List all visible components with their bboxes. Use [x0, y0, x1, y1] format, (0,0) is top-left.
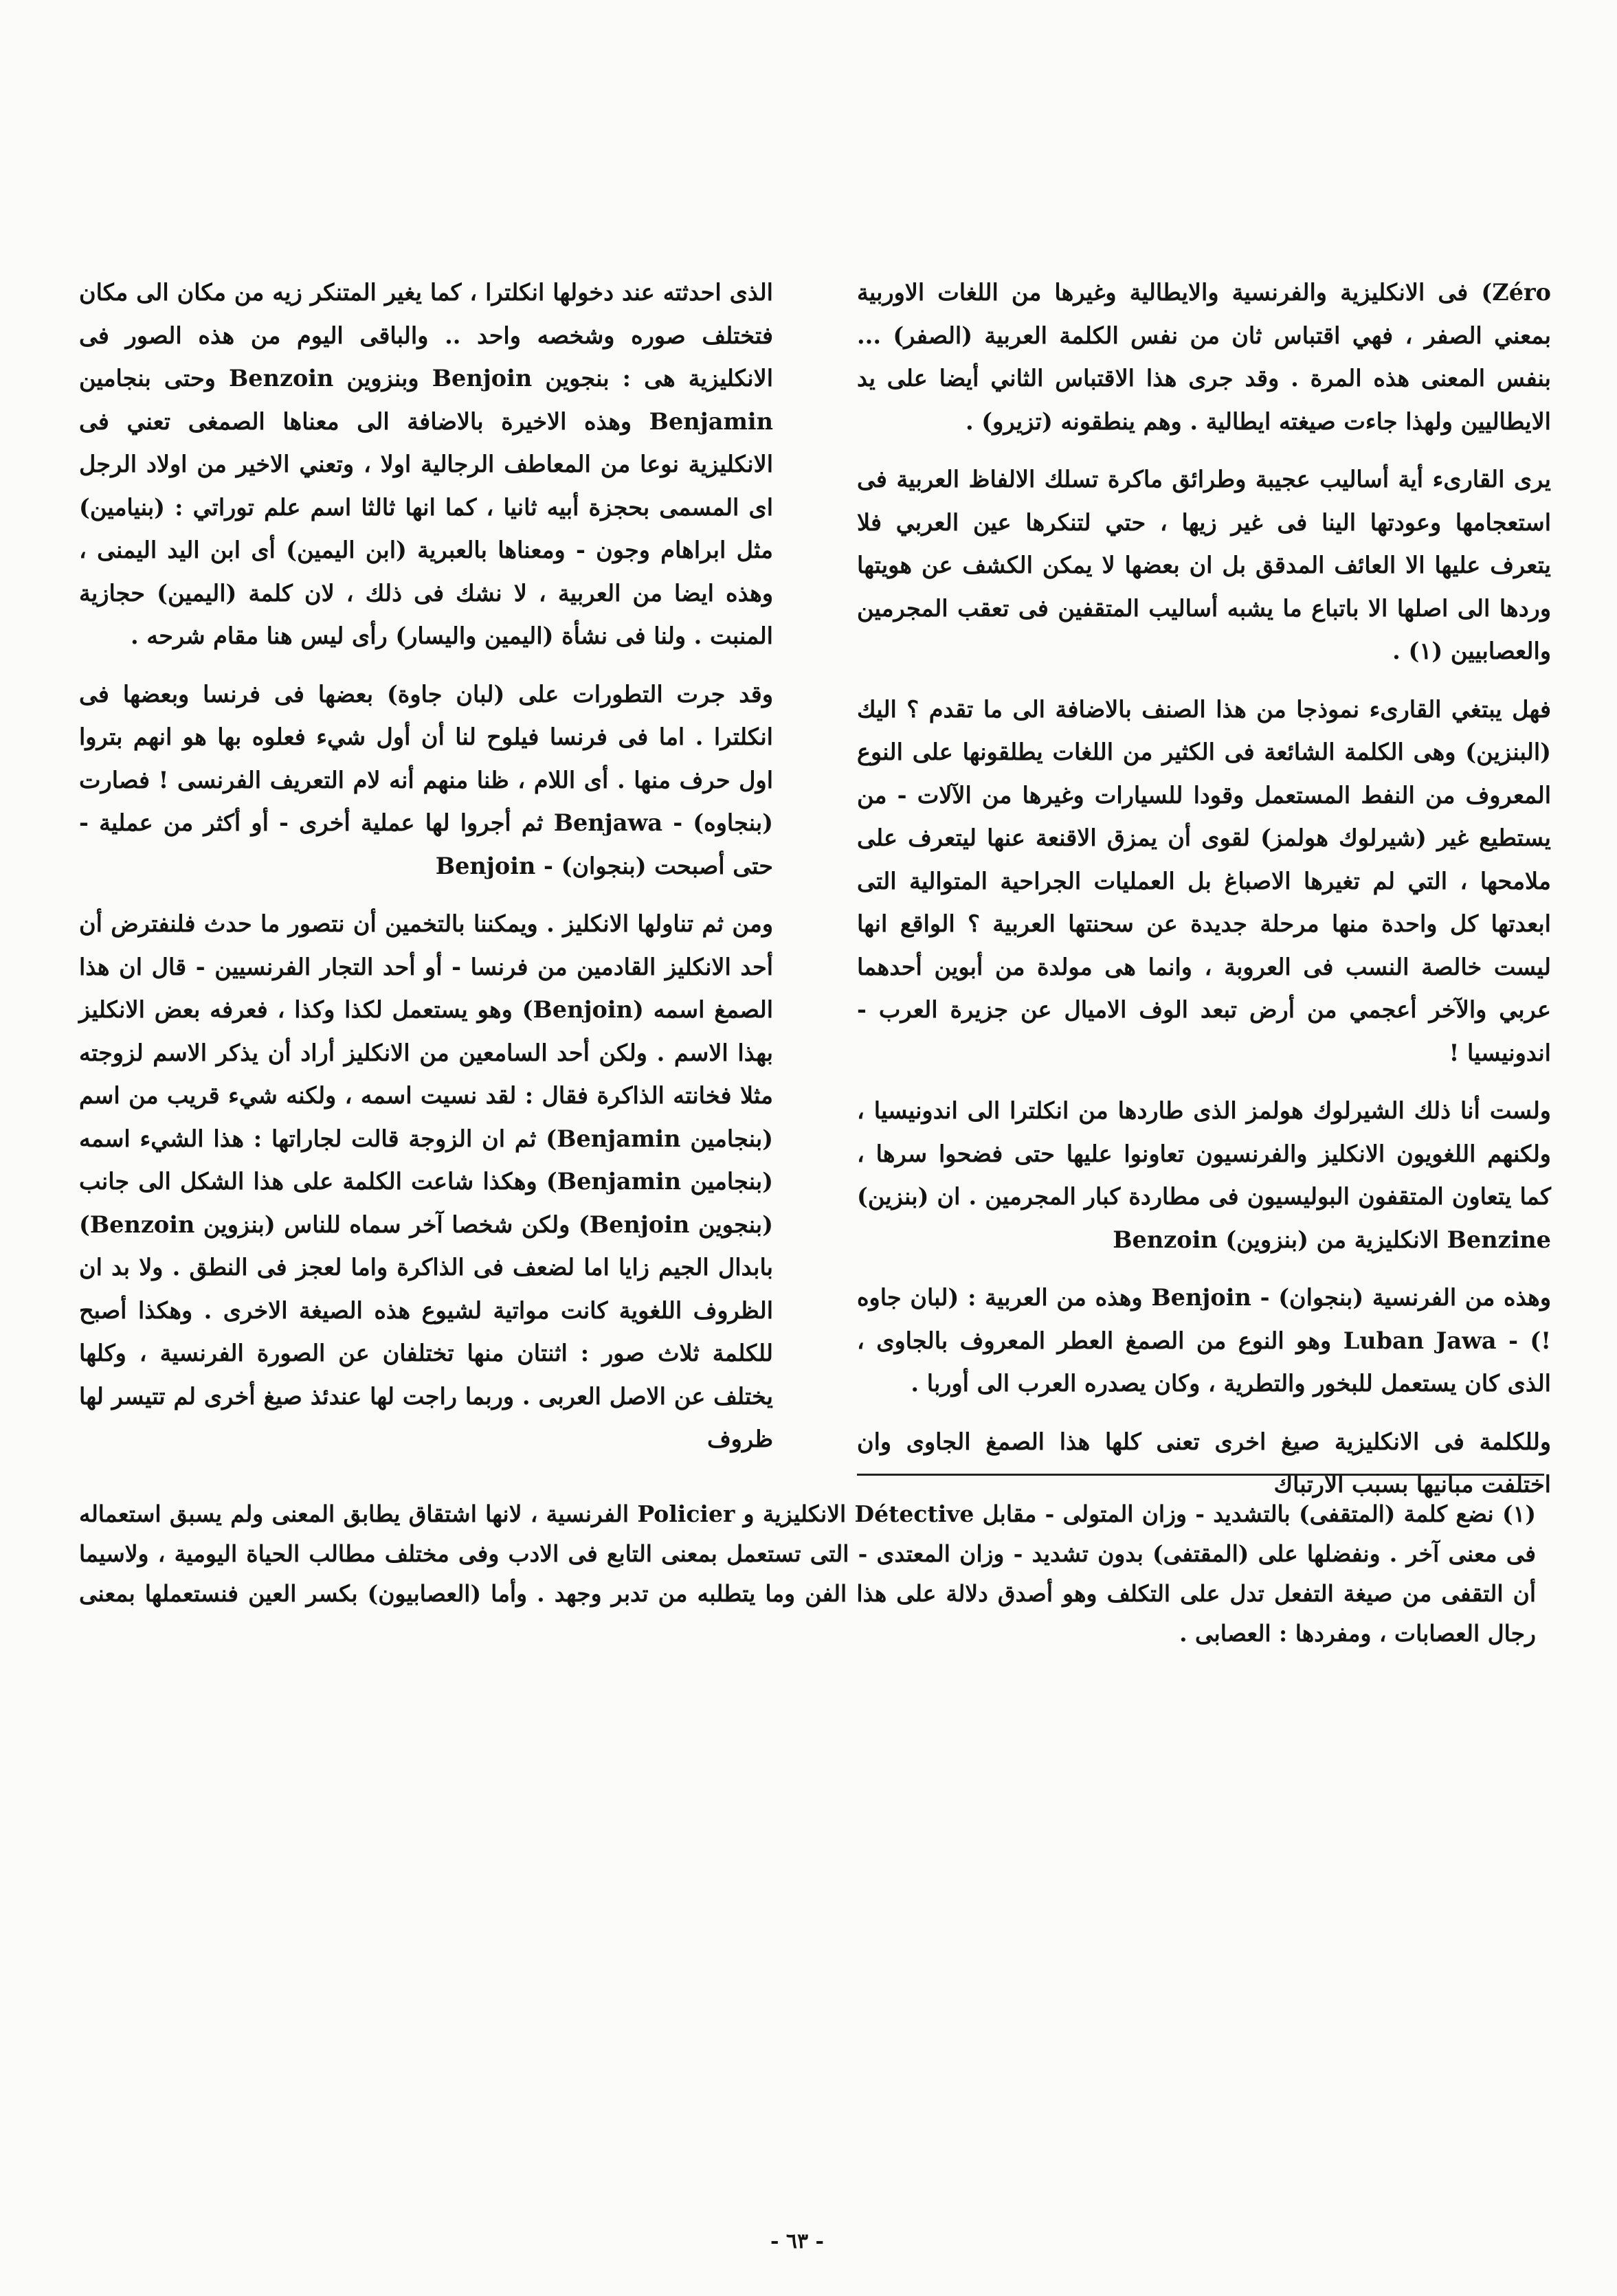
page-number: - ٦٣ - — [770, 2229, 825, 2253]
right-column — [857, 271, 1551, 1522]
footnote — [79, 1494, 1536, 1654]
footnote-divider — [857, 1474, 1544, 1476]
paragraph: يرى القارىء أية أساليب عجيبة وطرائق ماكرة تسلك الالفاظ العربية فى استعجامها وعودتها الينا فى غير زيها ، حتي لتنكرها عين العربي فلا يتعرف عليها الا العائف المدقق بل ان بعضها لا يمكن الكشف عن هويتها وردها الى اصلها الا باتباع ما يشبه أساليب المتقفين فى تعقب المجرمين والعصابيين (١) . — [857, 466, 1551, 664]
paragraph: وللكلمة فى الانكليزية صيغ اخرى تعنى كلها هذا الصمغ الجاوى وان اختلفت مبانيها بسبب الارتباك — [857, 1428, 1551, 1498]
left-column — [79, 271, 773, 1476]
paragraph: الذى احدثته عند دخولها انكلترا ، كما يغير المتنكر زيه من مكان الى مكان فتختلف صوره وشخصه واحد .. والباقى اليوم من هذه الصور فى الانكليزية هى : بنجوين Benjoin وبنزوين Benzoin وحتى بنجامين Benjamin وهذه الاخيرة بالاضافة الى معناها الصمغى تعني فى الانكليزية نوعا من المعاطف الرجالية اولا ، وتعني الاخير من اولاد الرجل اى المسمى بحجزة أبيه ثانيا ، كما انها ثالثا اسم علم توراتي : (بنيامين) مثل ابراهام وجون - ومعناها بالعبرية (ابن اليمين) أى ابن اليد اليمنى ، وهذه ايضا من العربية ، لا نشك فى ذلك ، لان كلمة (اليمين) حجازية المنبت . ولنا فى نشأة (اليمين واليسار) رأى ليس هنا مقام شرحه . — [79, 279, 774, 649]
paragraph: وقد جرت التطورات على (لبان جاوة) بعضها فى فرنسا وبعضها فى انكلترا . اما فى فرنسا فيلوح لنا أن أول شيء فعلوه بها هو انهم بتروا اول حرف منها . أى اللام ، ظنا منهم أنه لام التعريف الفرنسى ! فصارت (بنجاوه) - Benjawa ثم أجروا لها عملية أخرى - أو أكثر من عملية - حتى أصبحت (بنجوان) - Benjoin — [79, 680, 773, 879]
paragraph: وهذه من الفرنسية (بنجوان) - Benjoin وهذه من العربية : (لبان جاوه !) - Luban Jawa وهو النوع من الصمغ العطر المعروف بالجاوى ، الذى كان يستعمل للبخور والتطرية ، وكان يصدره العرب الى أوربا . — [857, 1284, 1551, 1397]
paragraph: فهل يبتغي القارىء نموذجا من هذا الصنف بالاضافة الى ما تقدم ؟ اليك (البنزين) وهى الكلمة الشائعة فى الكثير من اللغات يطلقونها على النوع المعروف من النفط المستعمل وقودا للسيارات وغيرها من الآلات - من يستطيع غير (شيرلوك هولمز) لقوى أن يمزق الاقنعة عنها ليتعرف على ملامحها ، التي لم تغيرها الاصباغ بل العمليات الجراحية المتوالية التى ابعدتها كل واحدة منها مرحلة جديدة عن سحنتها العربية ؟ الواقع انها ليست خالصة النسب فى العروبة ، وانما هى مولدة من أبوين أحدهما عربي والآخر أعجمي من أرض تبعد الوف الاميال عن جزيرة العرب - اندونيسيا ! — [857, 695, 1551, 1066]
footnote-text: (١) نضع كلمة (المتقفى) بالتشديد - وزان المتولى - مقابل Détective الانكليزية و Policier الفرنسية ، لانها اشتقاق يطابق المعنى ولم يسبق استعماله فى معنى آخر . ونفضلها على (المقتفى) بدون تشديد - وزان المعتدى - التى تستعمل بمعنى التابع فى الادب وفى مختلف مطالب الحياة اليومية ، ولاسيما أن التقفى من صيغة التفعل تدل على التكلف وهو أصدق دلالة على هذا الفن وما يتطلبه من تدبر وجهد . وأما (العصابيون) بكسر العين فنستعملها بمعنى رجال العصابات ، ومفردها : العصابى . — [79, 1500, 1536, 1647]
paragraph: Zéro) فى الانكليزية والفرنسية والايطالية وغيرها من اللغات الاوربية بمعني الصفر ، فهي اقتباس ثان من نفس الكلمة العربية (الصفر) ... بنفس المعنى هذه المرة . وقد جرى هذا الاقتباس الثاني أيضا على يد الايطاليين ولهذا جاءت صيغته ايطالية . وهم ينطقونه (تزيرو) . — [857, 279, 1551, 435]
paragraph: ولست أنا ذلك الشيرلوك هولمز الذى طاردها من انكلترا الى اندونيسيا ، ولكنهم اللغويون الانكليز والفرنسيون تعاونوا عليها حتى فضحوا سرها ، كما يتعاون المتقفون البوليسيون فى مطاردة كبار المجرمين . ان (بنزين) Benzine الانكليزية من (بنزوين) Benzoin — [857, 1097, 1551, 1253]
paragraph: ومن ثم تناولها الانكليز . ويمكننا بالتخمين أن نتصور ما حدث فلنفترض أن أحد الانكليز القادمين من فرنسا - أو أحد التجار الفرنسيين - قال ان هذا الصمغ اسمه (Benjoin) وهو يستعمل لكذا وكذا ، فعرفه بعض الانكليز بهذا الاسم . ولكن أحد السامعين من الانكليز أراد أن يذكر الاسم لزوجته مثلا فخانته الذاكرة فقال : لقد نسيت اسمه ، ولكنه شيء قريب من اسم (بنجامين Benjamin) ثم ان الزوجة قالت لجاراتها : هذا الشيء اسمه (بنجامين Benjamin) وهكذا شاعت الكلمة على هذا الشكل الى جانب (بنجوين Benjoin) ولكن شخصا آخر سماه للناس (بنزوين Benzoin) بابدال الجيم زايا اما لضعف فى الذاكرة واما لعجز فى النطق . ولا بد ان الظروف اللغوية كانت مواتية لشيوع هذه الصيغة الاخرى . وهكذا أصبح للكلمة ثلاث صور : اثنتان منها تختلفان عن الصورة الفرنسية ، وكلها يختلف عن الاصل العربى . وربما راجت لها عندئذ صيغ أخرى لم تتيسر لها ظروف — [79, 910, 773, 1452]
